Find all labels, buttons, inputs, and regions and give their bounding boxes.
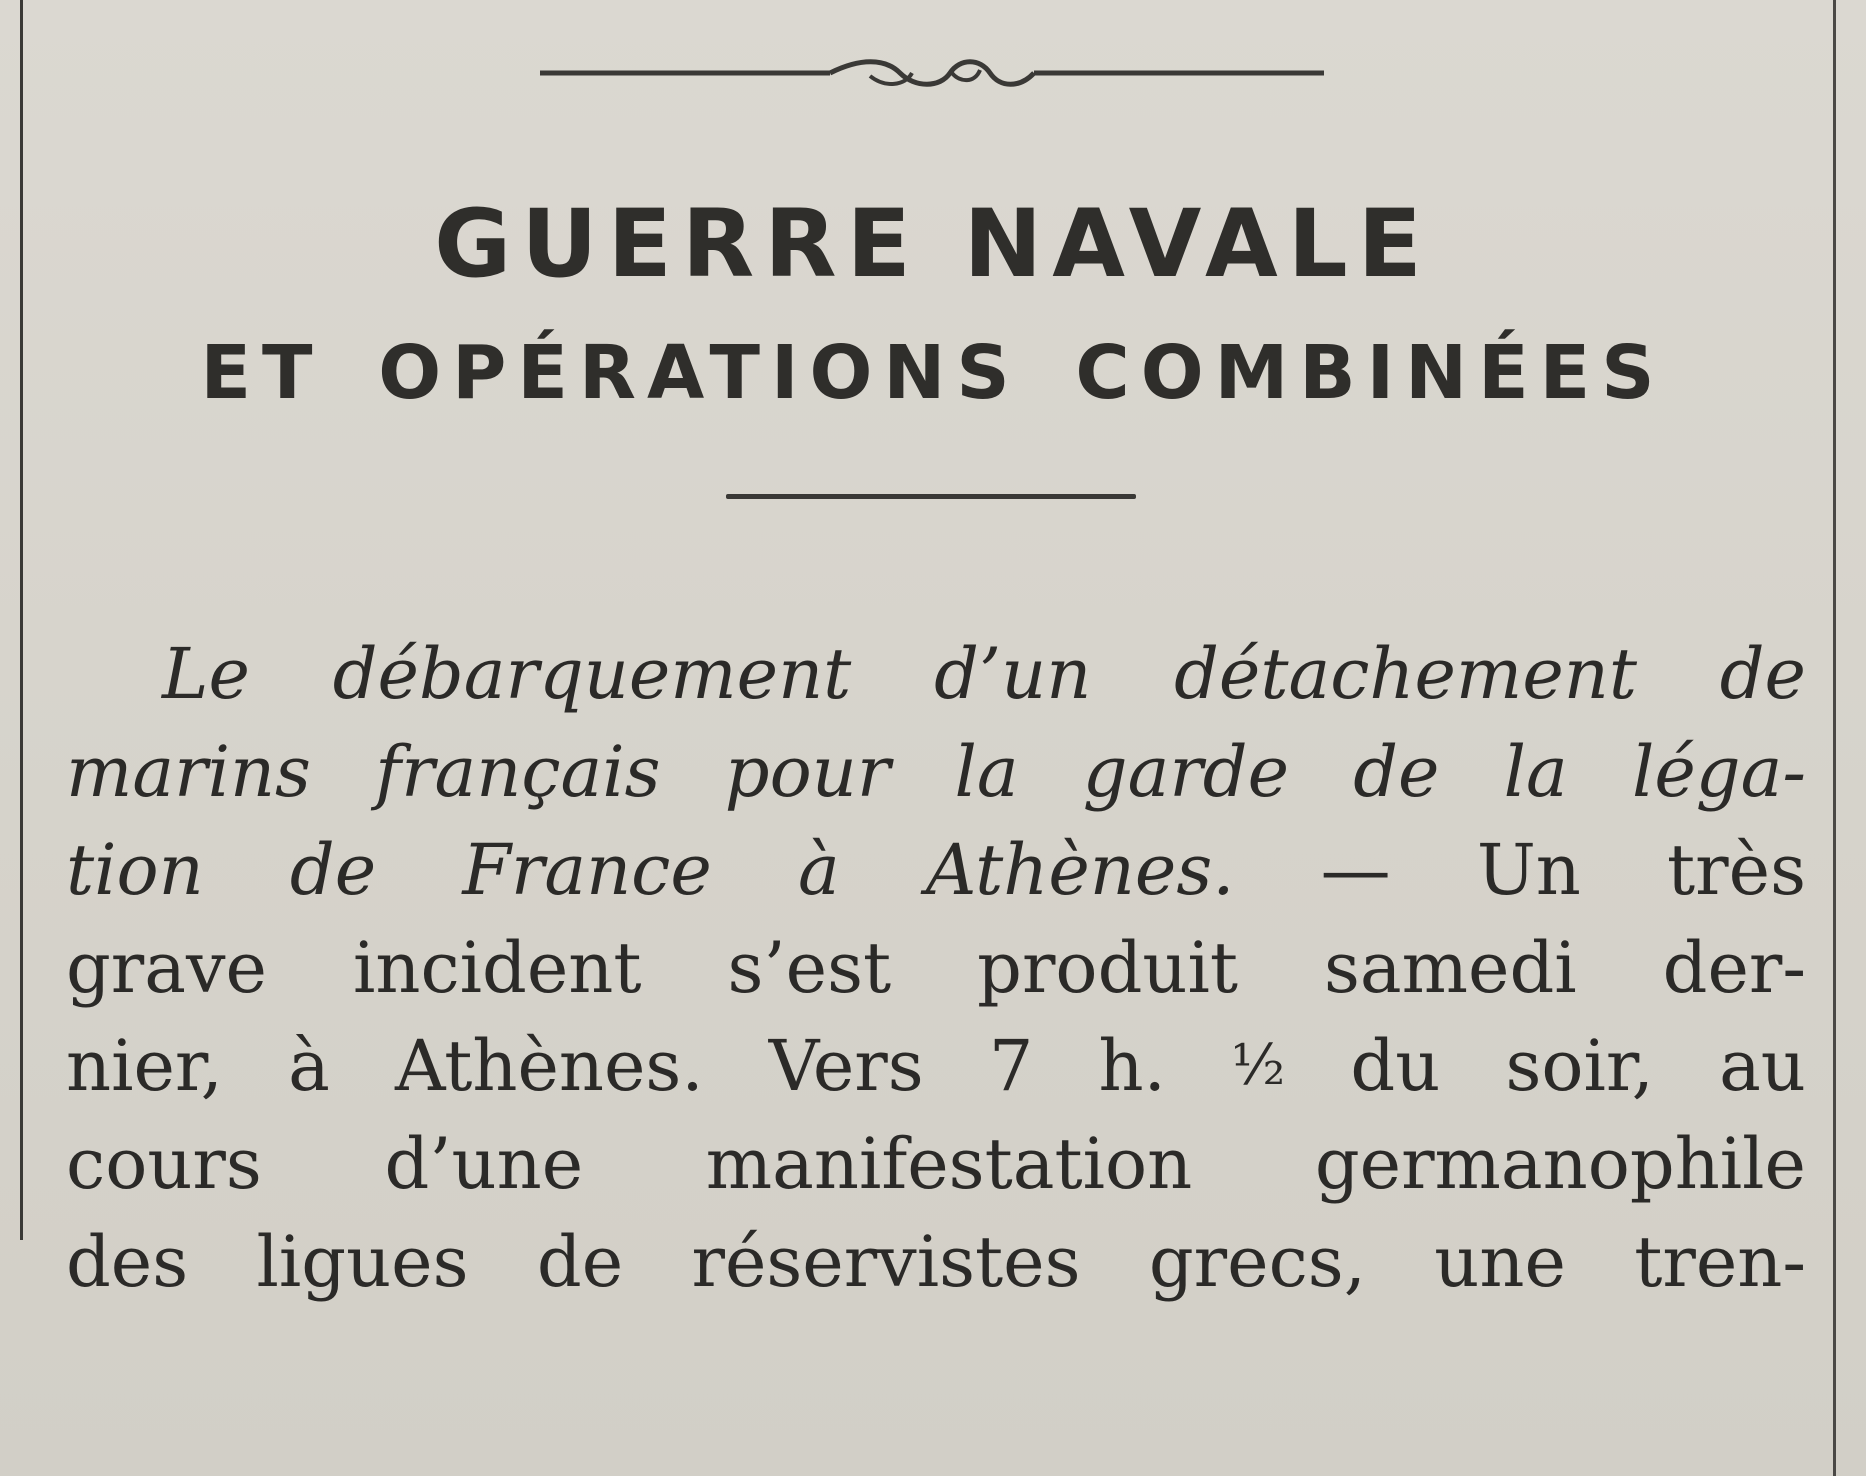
word: marins <box>66 731 311 813</box>
word: s’est <box>727 927 892 1009</box>
ornamental-divider <box>540 48 1324 98</box>
word: ½ <box>1230 1033 1286 1098</box>
word: garde <box>1082 731 1290 813</box>
headline: GUERRE NAVALE <box>434 190 1432 299</box>
body-line-1 <box>66 625 1806 723</box>
word: Vers <box>768 1025 924 1107</box>
word: pour <box>724 731 891 813</box>
word: la <box>1503 731 1568 813</box>
word: de <box>536 1221 624 1303</box>
word: de <box>289 829 377 911</box>
body-line-6 <box>66 1115 1806 1213</box>
word: 7 <box>988 1025 1034 1107</box>
word: manifestation <box>705 1123 1193 1205</box>
word: Athènes. <box>394 1025 704 1107</box>
word: ligues <box>256 1221 469 1303</box>
word: du <box>1350 1025 1441 1107</box>
word: soir, <box>1505 1025 1654 1107</box>
word: réservistes <box>691 1221 1081 1303</box>
word: une <box>1434 1221 1566 1303</box>
article-body <box>66 625 1806 1311</box>
word: léga- <box>1631 731 1806 813</box>
word: d’un <box>934 633 1092 715</box>
word: très <box>1667 829 1806 911</box>
body-line-3 <box>66 821 1806 919</box>
word: incident <box>352 927 642 1009</box>
word: français <box>375 731 661 813</box>
word: produit <box>977 927 1238 1009</box>
word: Athènes. <box>925 829 1235 911</box>
word: Le <box>162 633 250 715</box>
body-line-7 <box>66 1213 1806 1311</box>
word: de <box>1719 633 1806 715</box>
title-underline-rule <box>726 494 1136 499</box>
word: h. <box>1098 1025 1166 1107</box>
word: Un <box>1476 829 1581 911</box>
word: samedi <box>1323 927 1577 1009</box>
word: débarquement <box>332 633 852 715</box>
word: à <box>797 829 840 911</box>
body-line-5 <box>66 1017 1806 1115</box>
word: der- <box>1662 927 1806 1009</box>
word: grave <box>66 927 267 1009</box>
subheadline: ET OPÉRATIONS COMBINÉES <box>200 330 1666 416</box>
word: des <box>66 1221 189 1303</box>
word: d’une <box>384 1123 584 1205</box>
body-line-4 <box>66 919 1806 1017</box>
word: la <box>954 731 1019 813</box>
word: nier, <box>66 1025 223 1107</box>
body-line-2 <box>66 723 1806 821</box>
word: de <box>1353 731 1440 813</box>
word: France <box>462 829 712 911</box>
left-column-rule <box>20 0 23 1240</box>
word: germanophile <box>1314 1123 1806 1205</box>
word: grecs, <box>1148 1221 1366 1303</box>
word: à <box>288 1025 330 1107</box>
word: détachement <box>1174 633 1637 715</box>
word: — <box>1320 829 1391 911</box>
word: au <box>1719 1025 1806 1107</box>
word: tion <box>66 829 204 911</box>
word: cours <box>66 1123 262 1205</box>
word: tren- <box>1634 1221 1806 1303</box>
